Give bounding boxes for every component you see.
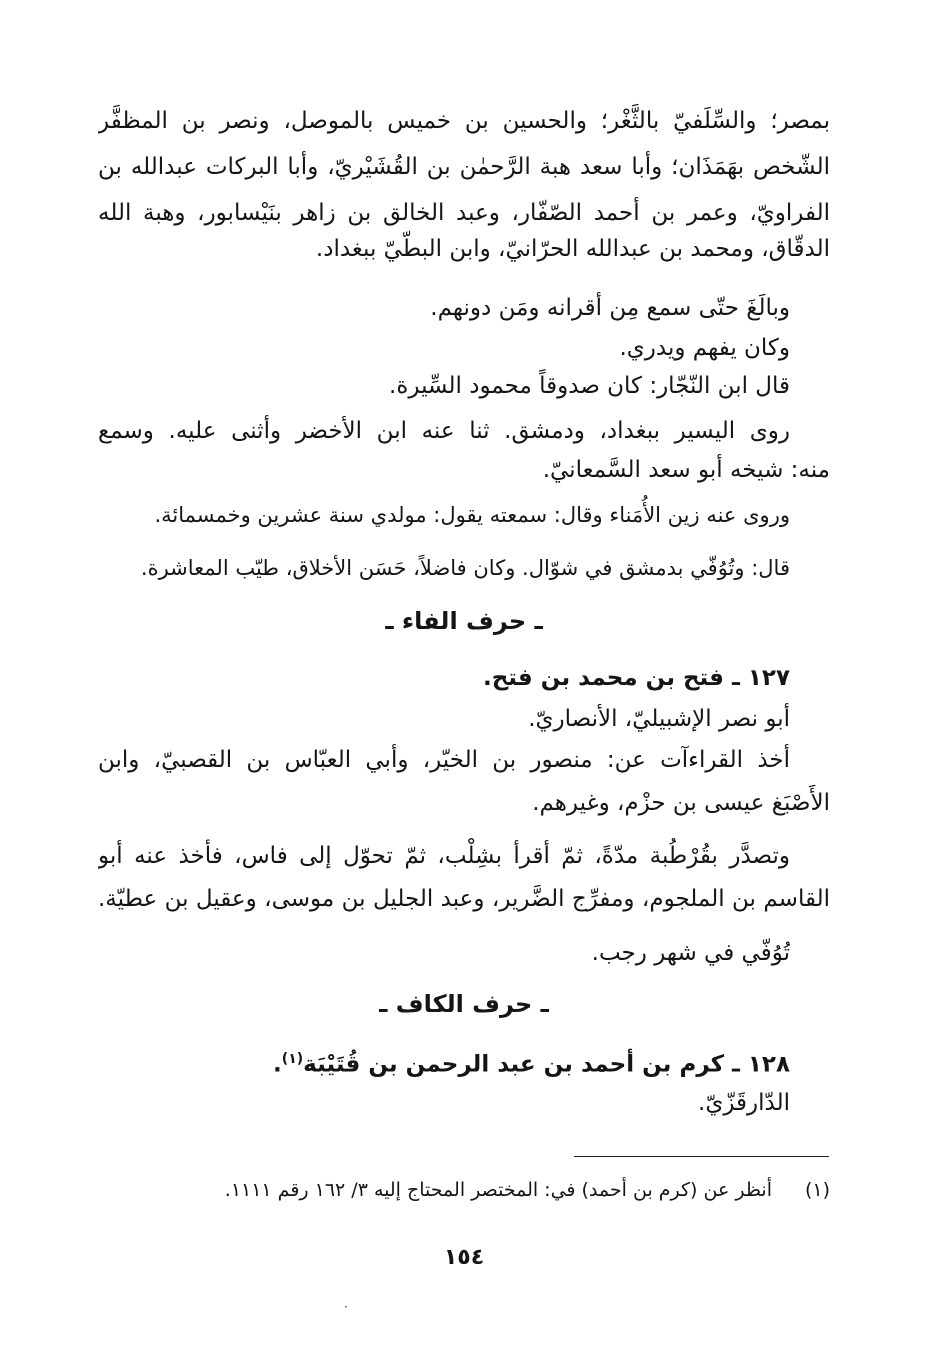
text-line: الأَصْبَغ عيسى بن حزْم، وغيرهم. [532, 790, 830, 816]
entry-title: ١٢٧ ـ فتح بن محمد بن فتح. [482, 665, 790, 691]
footnote-divider [574, 1156, 829, 1157]
entry-title [98, 1036, 790, 1082]
text-line: القاسم بن الملجوم، ومفرِّج الضَّرير، وعبد الجليل بن موسى، وعقيل بن عطيّة. [98, 886, 830, 912]
footnote-reference[interactable]: (١) [281, 1051, 304, 1067]
entry-title-text: ١٢٨ ـ كرم بن أحمد بن عبد الرحمن بن قُتَيْبَة [303, 1051, 790, 1078]
text-line: بمصر؛ والسِّلَفيّ بالثَّغْر؛ والحسين بن خميس بالموصل، ونصر بن المظفَّر [98, 108, 830, 134]
scan-speck: · [344, 1300, 348, 1314]
footnote-text: أنظر عن (كرم بن أحمد) في: المختصر المحتاج إليه ٣/ ١٦٢ رقم ١١١١. [224, 1179, 772, 1201]
page-number: ١٥٤ [443, 1245, 485, 1270]
entry-nisba: أبو نصر الإشبيليّ، الأنصاريّ. [528, 706, 790, 732]
footnote-number: (١) [804, 1179, 830, 1201]
footnote [98, 1172, 830, 1208]
text-line: الفراويّ، وعمر بن أحمد الصّفّار، وعبد الخالق بن زاهر بنَيْسابور، وهبة الله [98, 200, 830, 226]
text-line: الدقّاق، ومحمد بن عبدالله الحرّانيّ، وابن البطّيّ ببغداد. [315, 236, 830, 262]
paragraph: قال ابن النّجّار: كان صدوقاً محمود السِّيرة. [389, 373, 790, 399]
text-line: أخذ القراءآت عن: منصور بن الخيّر، وأبي العبّاس بن القصبيّ، وابن [98, 747, 790, 773]
section-heading: ـ حرف الفاء ـ [385, 607, 543, 635]
entry-title-end: . [273, 1051, 282, 1078]
paragraph: وكان يفهم ويدري. [619, 335, 790, 361]
text-line: الشّخص بهَمَذَان؛ وأبا سعد هبة الرَّحمٰن بن القُشَيْريّ، وأبا البركات عبدالله بن [98, 154, 830, 180]
text-line: منه: شيخه أبو سعد السَّمعانيّ. [542, 457, 830, 483]
paragraph: وبالَغَ حتّى سمع مِن أقرانه ومَن دونهم. [430, 295, 790, 321]
entry-nisba: الدّارقَزّيّ. [698, 1090, 790, 1116]
paragraph: قال: وتُوُفّي بدمشق في شوّال. وكان فاضلاً، حَسَن الأخلاق، طيّب المعاشرة. [140, 556, 790, 580]
paragraph: تُوُفّي في شهر رجب. [591, 940, 790, 966]
section-heading: ـ حرف الكاف ـ [379, 990, 549, 1018]
text-line: وتصدَّر بقُرْطُبة مدّةً، ثمّ أقرأ بشِلْب، ثمّ تحوّل إلى فاس، فأخذ عنه أبو [98, 843, 790, 869]
paragraph: وروى عنه زين الأُمَناء وقال: سمعته يقول: مولدي سنة عشرين وخمسمائة. [154, 503, 790, 527]
text-line: روى اليسير ببغداد، ودمشق. ثنا عنه ابن الأخضر وأثنى عليه. وسمع [98, 418, 790, 444]
